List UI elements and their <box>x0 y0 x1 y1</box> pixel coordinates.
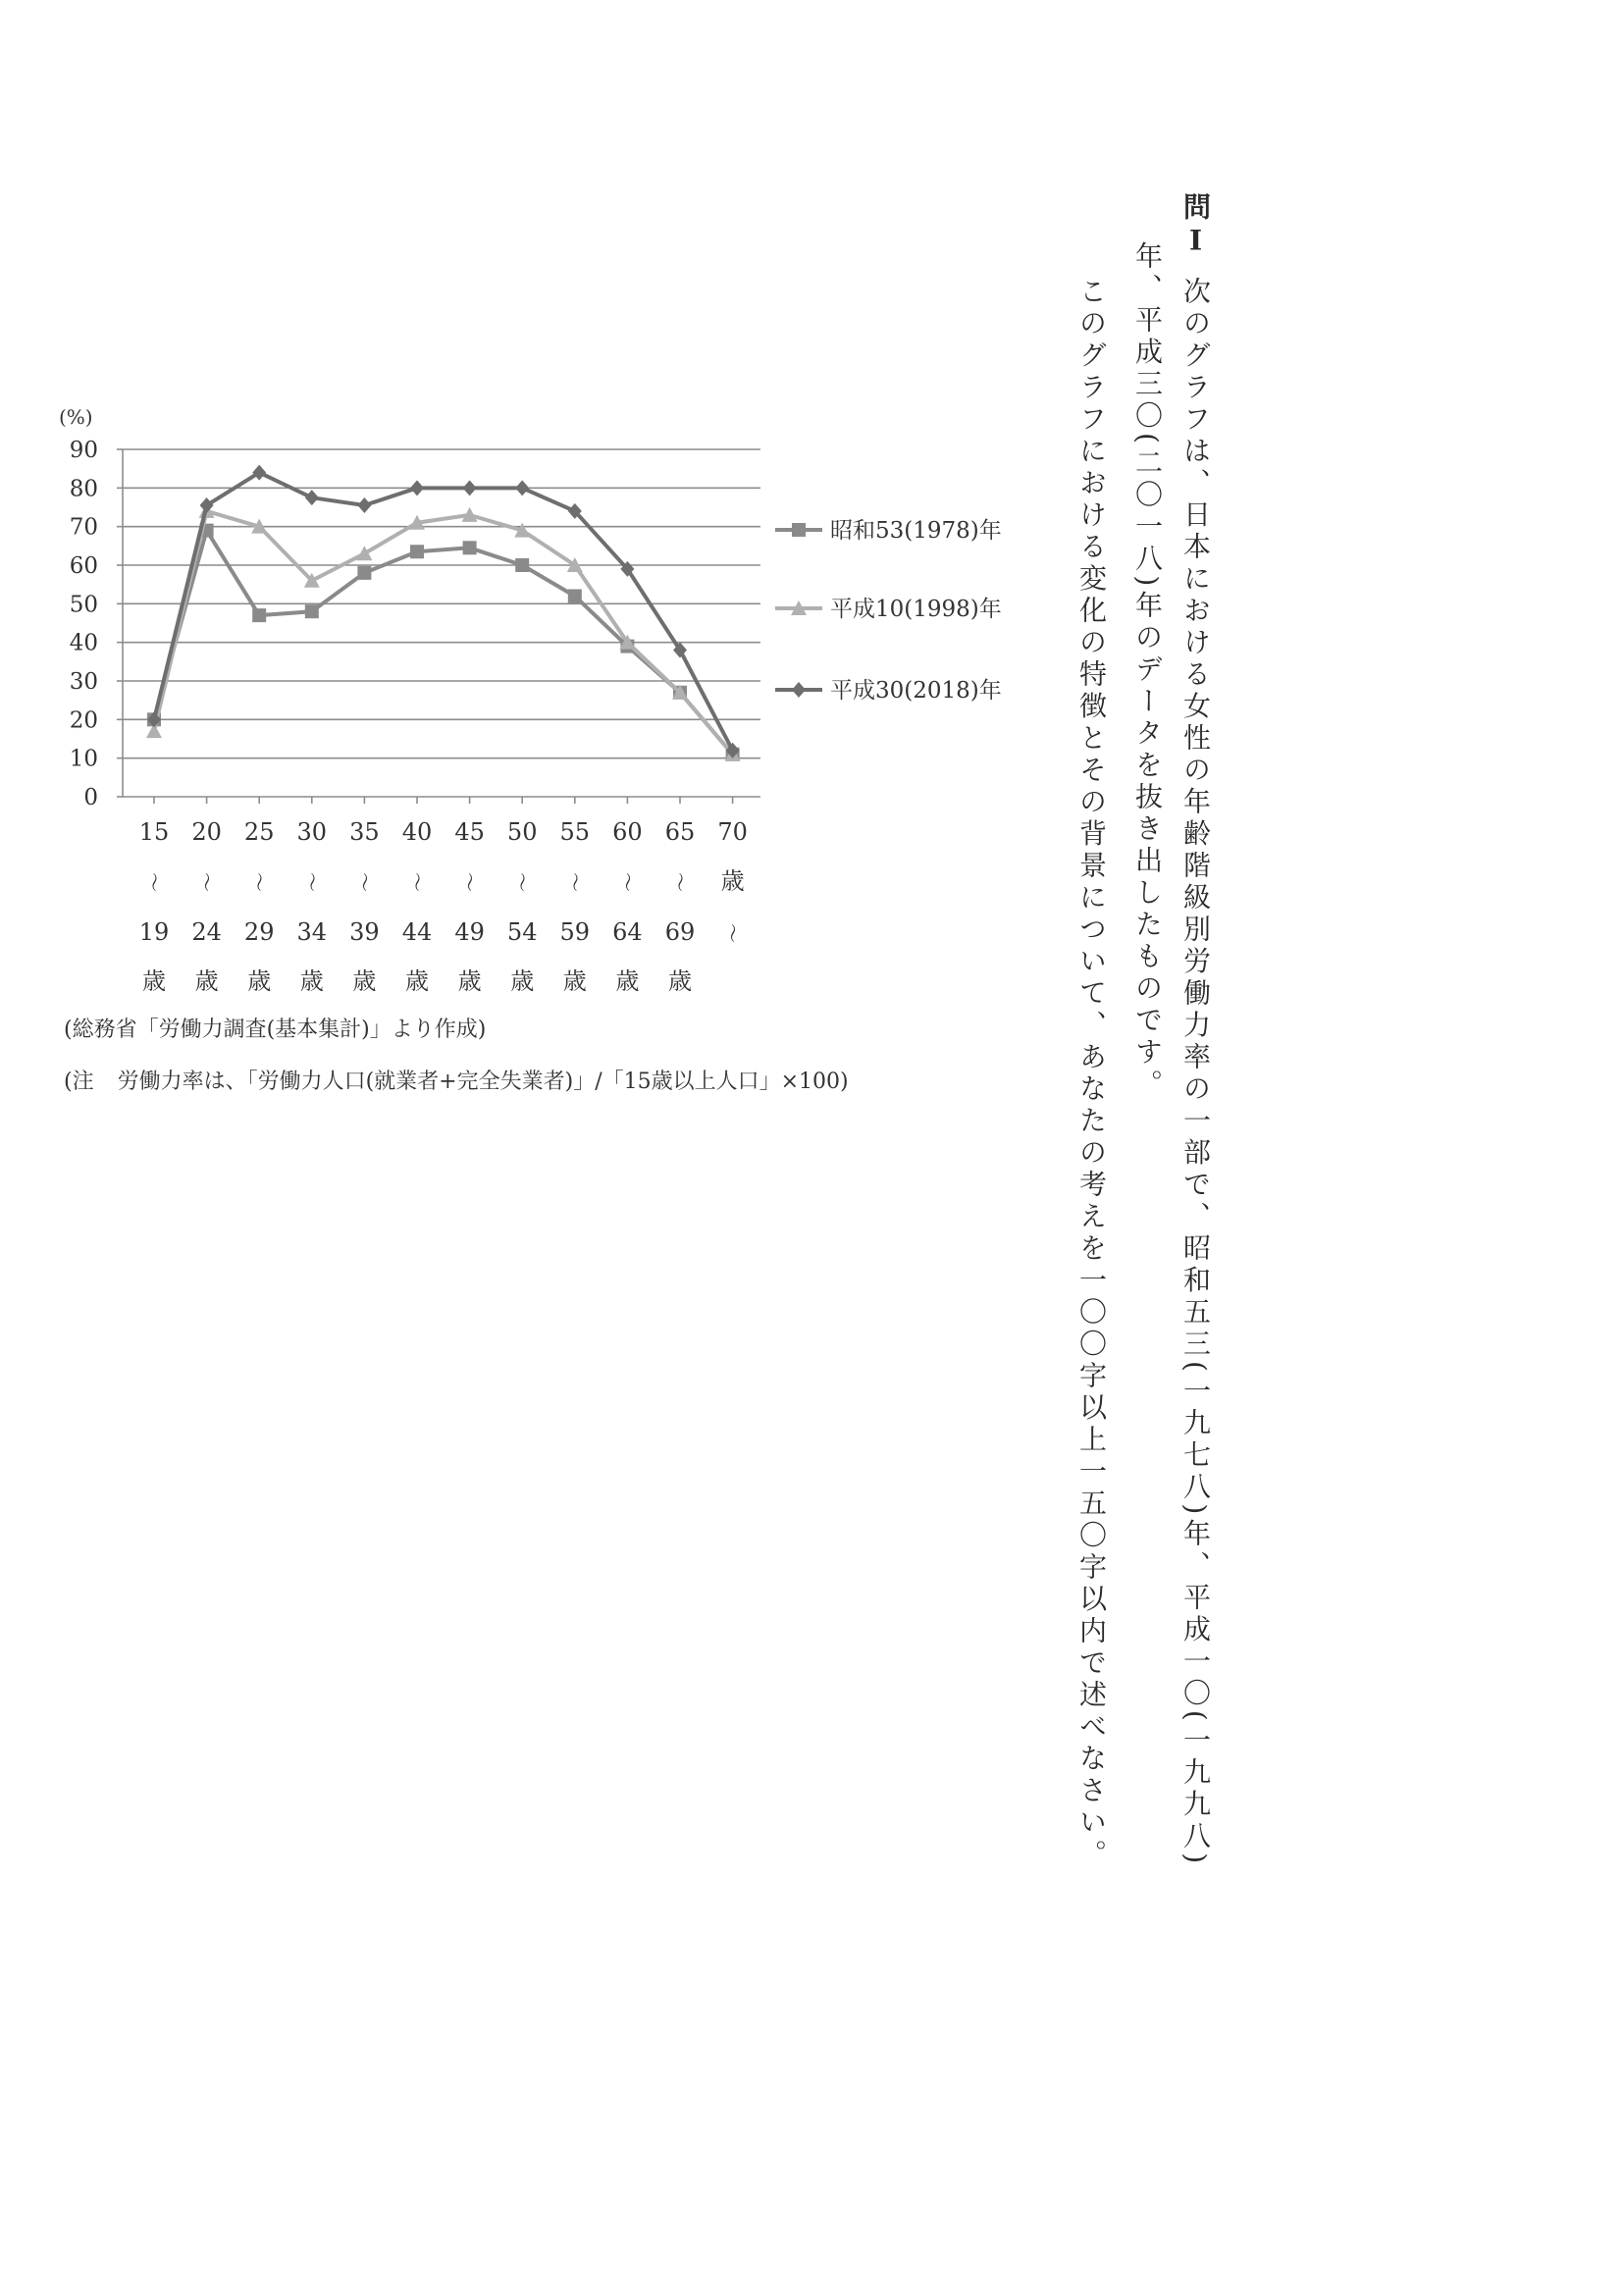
x-label-unit: 歳 <box>562 967 587 995</box>
series-line <box>154 473 733 751</box>
series-line <box>154 511 733 755</box>
x-label-from: 40 <box>401 818 433 846</box>
data-point <box>410 480 424 496</box>
question-text-line-3: このグラフにおける変化の特徴とその背景について、あなたの考えを一〇〇字以上一五〇字以内で述べなさい。 <box>1075 277 1108 1871</box>
x-label-tilde: 〜 <box>247 872 272 892</box>
legend-label: 平成10(1998)年 <box>830 597 1002 622</box>
labor-force-line-chart <box>0 0 1079 1001</box>
x-label-tilde: 〜 <box>194 872 219 892</box>
data-point <box>356 546 372 560</box>
y-tick-label: 70 <box>69 514 98 541</box>
data-point <box>252 608 266 622</box>
series-1 <box>146 503 741 761</box>
series-2 <box>147 465 740 758</box>
y-tick-label: 10 <box>69 746 98 772</box>
data-point <box>515 480 529 496</box>
x-label-to: 69 <box>664 918 696 946</box>
y-tick-label: 50 <box>69 592 98 618</box>
y-tick-label: 20 <box>69 707 98 734</box>
x-label-tilde: 〜 <box>352 872 377 892</box>
x-label-from: 45 <box>454 818 485 846</box>
legend-item-1 <box>775 597 1002 622</box>
data-point <box>357 497 371 513</box>
x-label-from: 65 <box>664 818 696 846</box>
y-tick-label: 0 <box>83 785 98 810</box>
x-label-tilde: 〜 <box>562 872 587 892</box>
data-point <box>568 589 582 602</box>
legend-swatch-marker <box>792 682 806 698</box>
legend-label: 昭和53(1978)年 <box>830 518 1002 544</box>
x-label-unit: 歳 <box>405 967 429 995</box>
y-tick-label: 80 <box>69 476 98 502</box>
x-label-to: 34 <box>296 918 328 946</box>
chart-series <box>146 465 741 761</box>
y-tick-label: 60 <box>69 553 98 579</box>
source-note: (総務省「労働力調査(基本集計)」より作成) <box>64 1018 487 1042</box>
data-point <box>305 604 319 618</box>
question-text-line-2: 年、平成三〇(二〇一八)年のデータを抜き出したものです。 <box>1131 241 1164 1101</box>
x-label-unit: 歳 <box>247 967 272 995</box>
x-label-tilde: 〜 <box>668 872 692 892</box>
data-point <box>252 465 266 481</box>
x-label-unit: 歳 <box>194 967 219 995</box>
x-label-from: 35 <box>349 818 380 846</box>
x-label-to: 〜 <box>720 923 745 943</box>
legend-label: 平成30(2018)年 <box>830 678 1002 704</box>
x-label-to: 54 <box>506 918 538 946</box>
y-tick-label: 30 <box>69 669 98 695</box>
y-tick-label: 90 <box>69 438 98 463</box>
y-tick-label: 40 <box>69 630 98 656</box>
x-label-from: 55 <box>559 818 591 846</box>
x-label-to: 44 <box>401 918 433 946</box>
x-label-unit: 歳 <box>510 967 535 995</box>
x-label-to: 19 <box>138 918 170 946</box>
x-label-tilde: 〜 <box>510 872 535 892</box>
formula-note-prefix: (注 <box>64 1070 94 1094</box>
x-label-from: 60 <box>612 818 643 846</box>
x-label-unit: 歳 <box>142 967 166 995</box>
data-point <box>410 545 424 558</box>
x-label-unit: 歳 <box>299 967 324 995</box>
formula-note <box>64 1065 849 1095</box>
x-label-unit: 歳 <box>352 967 377 995</box>
question-number: 問Ⅰ <box>1179 192 1212 261</box>
y-axis-unit: (%) <box>59 405 93 429</box>
data-point <box>463 541 477 554</box>
x-label-unit: 歳 <box>615 967 640 995</box>
x-label-unit: 歳 <box>668 967 692 995</box>
x-label-tilde: 〜 <box>299 872 324 892</box>
x-label-from: 70 <box>717 818 748 846</box>
legend-swatch-marker <box>792 523 806 537</box>
x-label-from: 15 <box>138 818 170 846</box>
question-text-line-1: 次のグラフは、日本における女性の年齢階級別労働力率の一部で、昭和五三(一九七八)年、平成一〇(一九九八) <box>1179 277 1212 1868</box>
legend-item-2 <box>775 678 1002 704</box>
x-label-tilde: 歳 <box>720 867 745 895</box>
x-label-to: 39 <box>349 918 380 946</box>
x-label-to: 49 <box>454 918 485 946</box>
x-label-tilde: 〜 <box>405 872 429 892</box>
chart-legend <box>775 518 1002 704</box>
x-label-from: 50 <box>506 818 538 846</box>
data-point <box>463 480 477 496</box>
x-label-tilde: 〜 <box>142 872 166 892</box>
x-label-to: 59 <box>559 918 591 946</box>
x-label-to: 29 <box>243 918 275 946</box>
data-point <box>515 558 529 572</box>
data-point <box>357 566 371 580</box>
formula-note-body: 労働力率は、「労働力人口(就業者+完全失業者)」/「15歳以上人口」×100) <box>117 1070 849 1094</box>
x-label-from: 30 <box>296 818 328 846</box>
x-label-from: 25 <box>243 818 275 846</box>
x-label-from: 20 <box>191 818 222 846</box>
x-label-to: 64 <box>612 918 643 946</box>
x-label-to: 24 <box>191 918 222 946</box>
x-label-unit: 歳 <box>457 967 482 995</box>
x-label-tilde: 〜 <box>615 872 640 892</box>
legend-item-0 <box>775 518 1002 544</box>
data-point <box>305 490 319 505</box>
x-label-tilde: 〜 <box>457 872 482 892</box>
